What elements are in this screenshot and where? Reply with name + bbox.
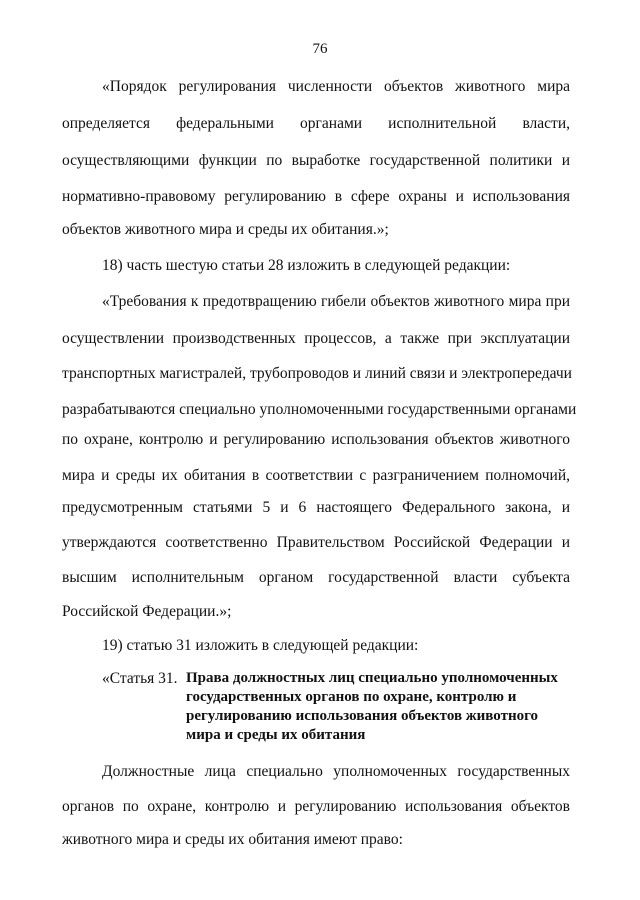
- article-label: «Статья 31.: [102, 670, 178, 687]
- text-line: «Требования к предотвращению гибели объектов животного мира при: [102, 293, 570, 310]
- text-line: разрабатываются специально уполномоченными государственными органами: [62, 401, 577, 418]
- text-line: Российской Федерации.»;: [62, 603, 232, 620]
- text-line: животного мира и среды их обитания имеют право:: [62, 831, 403, 848]
- text-line: высшим исполнительным органом государственной власти субъекта: [62, 569, 570, 586]
- text-line: 19) статью 31 изложить в следующей редакции:: [102, 637, 419, 654]
- text-line: предусмотренным статьями 5 и 6 настоящего Федерального закона, и: [62, 499, 570, 516]
- text-line: осуществлении производственных процессов, а также при эксплуатации: [62, 330, 570, 347]
- article-title: [186, 669, 576, 745]
- text-line: органов по охране, контролю и регулированию использования объектов: [62, 798, 570, 815]
- article-title-line: Права должностных лиц специально уполномоченных: [186, 670, 558, 686]
- text-line: определяется федеральными органами исполнительной власти,: [62, 115, 570, 132]
- text-line: 18) часть шестую статьи 28 изложить в следующей редакции:: [102, 257, 511, 274]
- page-number: 76: [312, 41, 328, 57]
- text-line: «Порядок регулирования численности объектов животного мира: [102, 78, 570, 95]
- text-line: мира и среды их обитания в соответствии с разграничением полномочий,: [62, 467, 570, 484]
- text-line: осуществляющими функции по выработке государственной политики и: [62, 152, 570, 169]
- text-line: по охране, контролю и регулированию использования объектов животного: [62, 431, 570, 448]
- text-line: объектов животного мира и среды их обитания.»;: [62, 221, 389, 238]
- text-line: нормативно-правовому регулированию в сфере охраны и использования: [62, 188, 570, 205]
- text-line: утверждаются соответственно Правительством Российской Федерации и: [62, 534, 570, 551]
- article-title-line: регулированию использования объектов животного: [186, 708, 539, 724]
- text-line: Должностные лица специально уполномоченных государственных: [102, 763, 570, 780]
- article-title-line: мира и среды их обитания: [186, 727, 366, 743]
- article-title-line: государственных органов по охране, контролю и: [186, 689, 517, 705]
- text-line: транспортных магистралей, трубопроводов и линий связи и электропередачи: [62, 365, 572, 382]
